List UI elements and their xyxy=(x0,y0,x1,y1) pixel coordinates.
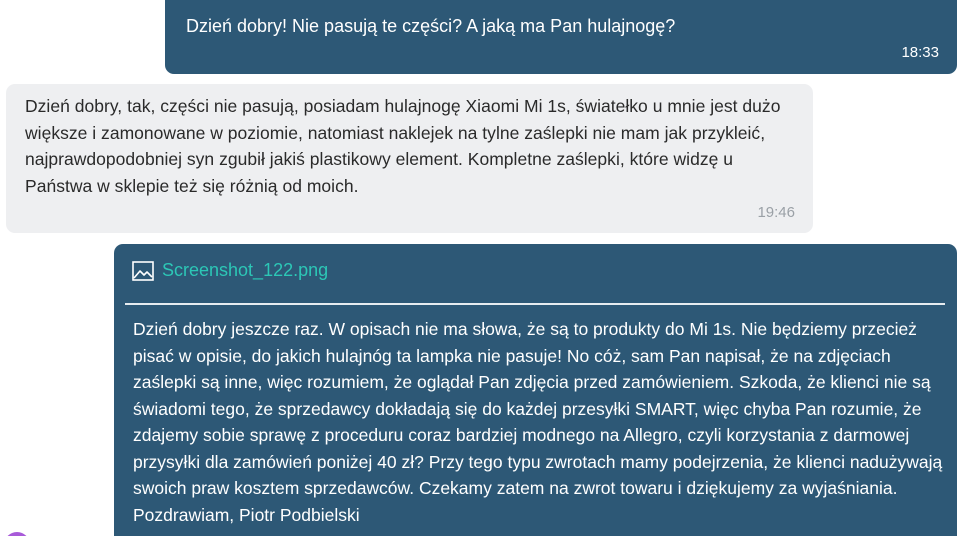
message-text: Dzień dobry, tak, części nie pasują, posiadam hulajnogę Xiaomi Mi 1s, światełko u mnie jest dużo większe i zamonowane w poziomie, natomiast naklejek na tylne zaślepki nie mam jak przykleić, najprawdopodobniej syn zgubił jakiś plastikowy element. Kompletne zaślepki, które widzę u Państwa w sklepie też się różnią od moich. xyxy=(25,96,781,196)
message-time: 19:46 xyxy=(757,204,795,221)
image-icon xyxy=(132,261,154,281)
outgoing-message-bubble xyxy=(114,244,957,536)
avatar xyxy=(4,532,30,536)
attachment-filename[interactable]: Screenshot_122.png xyxy=(162,260,329,280)
message-time: 18:33 xyxy=(901,44,939,61)
incoming-message-bubble xyxy=(6,84,813,233)
message-text: Dzień dobry! Nie pasują te części? A jaką ma Pan hulajnogę? xyxy=(186,16,676,36)
message-text: Dzień dobry jeszcze raz. W opisach nie ma słowa, że są to produkty do Mi 1s. Nie będziemy przecież pisać w opisie, do jakich hulajnóg ta lampka nie pasuje! No cóż, sam Pan napisał, że na zdjęciach zaślepki są inne, więc rozumiem, że oglądał Pan zdjęcia przed zamówieniem. Szkoda, że klienci nie są świadomi tego, że sprzedawcy dokładają się do każdej przesyłki SMART, więc chyba Pan rozumie, że zdajemy sobie sprawę z proceduru coraz bardziej modnego na Allegro, czyli korzystania z darmowej przysyłki dla zamówień poniżej 40 zł? Przy tego typu zwrotach mamy podejrzenia, że klienci nadużywają swoich praw kosztem sprzedawców. Czekamy zatem na zwrot towaru i dziękujemy za wyjaśniania. Pozdrawiam, Piotr Podbielski xyxy=(133,319,943,525)
divider xyxy=(125,303,945,305)
outgoing-message-bubble xyxy=(165,0,957,74)
attachment-link[interactable] xyxy=(132,260,328,281)
